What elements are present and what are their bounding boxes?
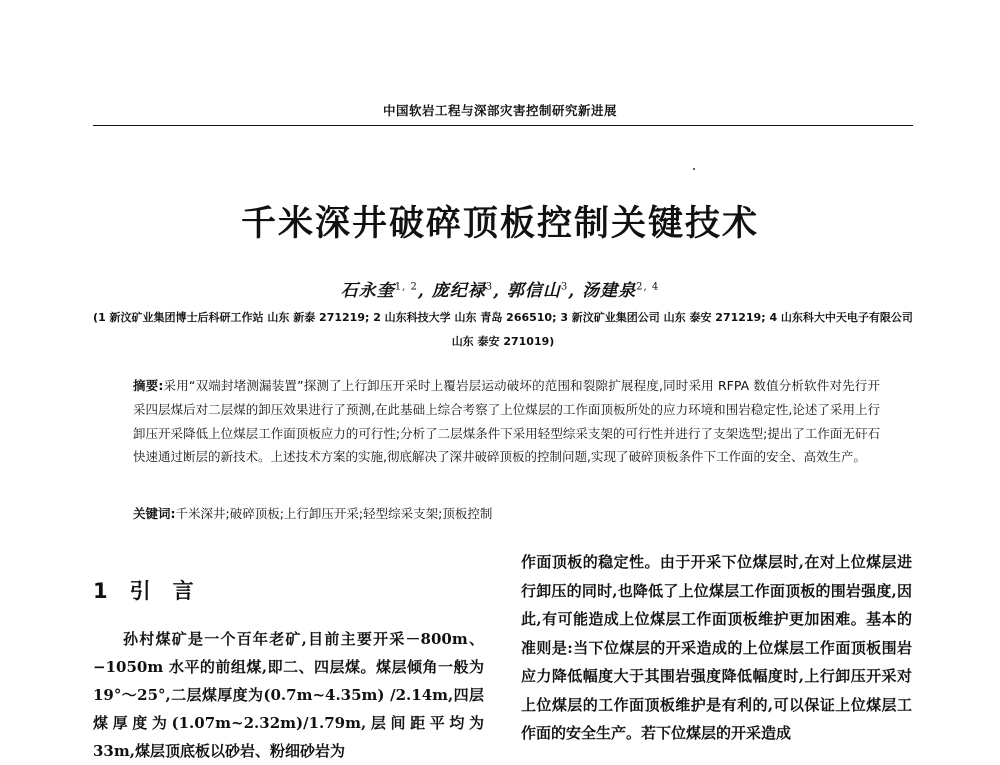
abstract-label: 摘要: xyxy=(133,378,164,393)
author: 石永奎 xyxy=(340,281,395,301)
author-affil-mark: 2, 4 xyxy=(636,281,660,293)
abstract xyxy=(133,374,880,469)
scan-speck xyxy=(693,168,695,170)
author-separator: , xyxy=(417,281,432,301)
author: 郭信山 xyxy=(506,281,561,301)
author-separator: , xyxy=(493,281,507,301)
abstract-text: 采用“双端封堵测漏装置”探测了上行卸压开采时上覆岩层运动破坏的范围和裂隙扩展程度,同时采用 RFPA 数值分析软件对先行开采四层煤后对二层煤的卸压效果进行了预测,在此基础上综合考察了上位煤层的工作面顶板所处的应力环境和围岩稳定性,论述了采用上行卸压开采降低上位煤层工作面顶板应力的可行性;分析了二层煤条件下采用轻型综采支架的可行性并进行了支架选型;提出了工作面无矸石快速通过断层的新技术。上述技术方案的实施,彻底解决了深井破碎顶板的控制问题,实现了破碎顶板条件下工作面的安全、高效生产。 xyxy=(133,378,880,465)
running-header: 中国软岩工程与深部灾害控制研究新进展 xyxy=(382,103,617,118)
body-text-left-column: 孙村煤矿是一个百年老矿,目前主要开采－800m、−1050m 水平的前组煤,即二、四层煤。煤层倾角一般为 19°～25°,二层煤厚度为(0.7m~4.35m) /2.14m,四层煤厚度为(1.07m~2.32m)/1.79m,层间距平均为 33m,煤层顶底板以砂岩、粉细砂岩为 xyxy=(93,630,484,760)
author: 汤建泉 xyxy=(582,281,637,301)
author: 庞纪禄 xyxy=(431,281,486,301)
keywords xyxy=(133,502,880,526)
keywords-text: 千米深井;破碎顶板;上行卸压开采;轻型综采支架;顶板控制 xyxy=(175,506,493,521)
author-separator: , xyxy=(568,281,583,301)
keywords-label: 关键词: xyxy=(133,506,176,521)
author-affil-mark: 3 xyxy=(485,281,494,293)
body-text-right-column: 作面顶板的稳定性。由于开采下位煤层时,在对上位煤层进行卸压的同时,也降低了上位煤层工作面顶板的围岩强度,因此,有可能造成上位煤层工作面顶板维护更加困难。基本的准则是:当下位煤层的开采造成的上位煤层工作面顶板围岩应力降低幅度大于其围岩强度降低幅度时,上行卸压开采对上位煤层的工作面顶板维护是有利的,可以保证上位煤层工作面的安全生产。若下位煤层的开采造成 xyxy=(521,553,912,742)
header-rule xyxy=(93,125,913,126)
section-heading xyxy=(93,575,216,605)
section-title: 引言 xyxy=(129,579,216,603)
author-list xyxy=(0,276,1000,301)
paper-title: 千米深井破碎顶板控制关键技术 xyxy=(240,204,759,244)
affiliations: (1 新汶矿业集团博士后科研工作站 山东 新泰 271219; 2 山东科技大学 山东 青岛 266510; 3 新汶矿业集团公司 山东 泰安 271219; 4 山东科大中天电子有限公司 山东 泰安 271019) xyxy=(93,311,913,348)
author-affil-mark: 1, 2 xyxy=(394,281,418,293)
author-affil-mark: 3 xyxy=(560,281,569,293)
section-number: 1 xyxy=(93,579,108,603)
